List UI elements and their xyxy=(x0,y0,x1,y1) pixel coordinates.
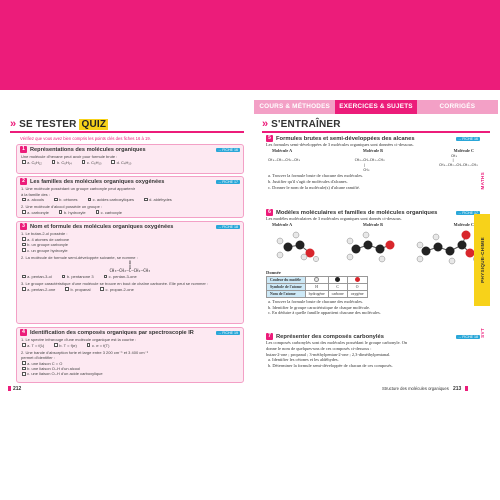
tab-exercices[interactable]: EXERCICES & SUJETS xyxy=(335,100,416,114)
checkbox[interactable] xyxy=(22,275,26,279)
fiche-ref[interactable]: → FICHE 16 xyxy=(217,147,238,152)
checkbox[interactable] xyxy=(144,198,148,202)
page-number-left: 212 xyxy=(8,386,21,392)
option[interactable]: a. T = f(λ) xyxy=(22,343,44,348)
checkbox[interactable] xyxy=(96,210,100,214)
chevron-right-icon: » xyxy=(262,118,269,130)
exercise-title: Formules brutes et semi-développées des alcanes xyxy=(276,135,415,142)
checkbox[interactable] xyxy=(22,243,26,247)
tab-cours[interactable]: COURS & MÉTHODES xyxy=(254,100,335,114)
checkbox[interactable] xyxy=(52,160,56,164)
question-text: 2. Une bande d'absorption forte et large entre 3 200 cm⁻¹ et 3 400 cm⁻¹ xyxy=(21,349,149,355)
option[interactable]: b. propanal xyxy=(65,287,90,292)
checkbox[interactable] xyxy=(54,343,58,347)
side-tab-maths[interactable]: MATHS xyxy=(479,172,485,190)
exercise-number: 6 xyxy=(266,209,273,216)
model-a xyxy=(277,232,319,262)
skeletal-formulas xyxy=(266,153,480,173)
section-title-highlight: QUIZ xyxy=(81,118,107,130)
question-number: 4 xyxy=(20,329,27,336)
side-tab-svt[interactable]: SVT xyxy=(479,328,485,338)
semi-developed-formula: O ‖ CH₃—CH₂—C—CH₂—CH₃ xyxy=(109,260,151,274)
option[interactable]: c. acides carboxyliques xyxy=(88,197,134,202)
section-title: S'ENTRAÎNER xyxy=(271,118,341,130)
fiche-ref[interactable]: → FICHE 18 xyxy=(457,334,478,339)
checkbox[interactable] xyxy=(82,160,86,164)
exercise-intro: Les formules semi-développées de 3 molécules organiques sont données ci-dessous. xyxy=(266,142,414,147)
white-ball-icon xyxy=(314,277,319,282)
question-text: 2. Une molécule d'alcool possède un groupe : xyxy=(21,204,103,210)
data-title: Donnée xyxy=(266,269,281,275)
option[interactable]: a. alcools xyxy=(22,197,44,202)
checkbox[interactable] xyxy=(62,275,66,279)
option[interactable]: c. carboxyle xyxy=(96,210,122,215)
fiche-ref[interactable]: → FICHE 16 xyxy=(457,136,478,141)
exercise-title: Représenter des composés carbonylés xyxy=(276,333,384,340)
exercise-number: 7 xyxy=(266,333,273,340)
question-title: Identification des composés organiques par spectroscopie IR xyxy=(30,329,194,336)
option[interactable]: b. hydroxyle xyxy=(59,210,86,215)
quiz-question-3 xyxy=(16,221,244,324)
exercise-6 xyxy=(266,209,480,316)
checkbox[interactable] xyxy=(100,287,104,291)
question-text: à la famille des : xyxy=(21,191,50,197)
exercise-intro: butan-2-one ; propanal ; 3-méthylpentan-2-one ; 2,3-diméthylpentanal. xyxy=(266,351,391,357)
option[interactable]: c. pentan-3-one xyxy=(104,274,137,279)
option[interactable]: c. une liaison O–H d'un acide carboxylique xyxy=(22,371,238,376)
option[interactable]: a. pentan-3-ol xyxy=(22,274,52,279)
exercise-number: 5 xyxy=(266,135,273,142)
option[interactable]: b. cétones xyxy=(54,197,78,202)
page-footer-right xyxy=(382,386,468,392)
molecule-labels: Molécule A Molécule B Molécule C xyxy=(272,147,474,153)
fiche-ref[interactable]: → FICHE 19 xyxy=(217,330,238,335)
row-label: Symbole de l'atome xyxy=(267,283,306,290)
question-text: permet d'identifier : xyxy=(21,355,55,361)
exercise-items: a. Identifier les cétones et les aldéhydes. b. Déterminer la formule semi-développée de chacun de ces composés. xyxy=(268,357,393,369)
tab-corriges[interactable]: CORRIGÉS xyxy=(417,100,498,114)
atom-key-table: Couleur du modèle Symbole de l'atome H C O Nom de l'atome hydrogène carbone oxygène xyxy=(266,276,368,298)
option[interactable]: d. C₄H₁₀ xyxy=(111,160,131,165)
checkbox[interactable] xyxy=(104,275,108,279)
question-title: Nom et formule des molécules organiques oxygénées xyxy=(30,223,174,230)
exercise-items: a. Trouver la formule brute de chacune des molécules. b. Identifier le groupe caractéristique de chaque molécule. c. En déduire à quelle famille appartient chacune des molécules. xyxy=(268,298,381,316)
checkbox[interactable] xyxy=(22,160,26,164)
exercise-intro: Les composés carbonylés sont des molécules possédant le groupe carbonyle. On xyxy=(266,340,408,345)
row-label: Nom de l'atome xyxy=(267,290,306,297)
exercise-intro: Les modèles moléculaires de 3 molécules organiques sont donnés ci-dessous. xyxy=(266,216,402,221)
option[interactable]: b. un groupe carbonyle xyxy=(22,242,238,247)
question-text: 1. Le butan-2-ol possède : xyxy=(21,231,68,236)
question-title: Les familles des molécules organiques oxygénées xyxy=(30,178,165,185)
molecular-models-svg xyxy=(266,227,480,269)
top-band xyxy=(0,0,500,90)
quiz-heading xyxy=(10,117,244,133)
checkbox[interactable] xyxy=(22,372,26,376)
question-number: 3 xyxy=(20,223,27,230)
side-tab-physique-chimie[interactable]: PHYSIQUE-CHIMIE xyxy=(474,214,490,306)
exercise-title: Modèles moléculaires et familles de molécules organiques xyxy=(276,209,438,216)
footer-text: Structure des molécules organiques xyxy=(382,386,449,391)
checkbox[interactable] xyxy=(22,361,26,365)
option[interactable]: b. pentanone 3 xyxy=(62,274,94,279)
question-title: Représentations des molécules organiques xyxy=(30,146,146,153)
molecular-models xyxy=(266,227,480,269)
option[interactable]: c. propan-2-one xyxy=(100,287,133,292)
option[interactable]: b. une liaison O–H d'un alcool xyxy=(22,366,238,371)
option[interactable]: c. σ = f(T) xyxy=(87,343,110,348)
checkbox[interactable] xyxy=(22,343,26,347)
checkbox[interactable] xyxy=(22,287,26,291)
question-number: 1 xyxy=(20,146,27,153)
question-text: 1. Le spectre infrarouge d'une molécule organique est la courbe : xyxy=(21,337,137,342)
question-number: 2 xyxy=(20,178,27,185)
row-label: Couleur du modèle xyxy=(267,276,306,283)
red-ball-icon xyxy=(355,277,360,282)
black-ball-icon xyxy=(335,277,340,282)
exercise-intro: donne le nom de quelques-uns de ces composés ci-dessous : xyxy=(266,345,372,351)
exercise-7 xyxy=(266,333,480,369)
checkbox[interactable] xyxy=(88,198,92,202)
section-tabs xyxy=(254,100,498,114)
fiche-ref[interactable]: → FICHE 17 xyxy=(457,210,478,215)
verify-note: Vérifiez que vous avez bien compris les points clés des fiches 16 à 19. xyxy=(20,136,151,141)
fiche-ref[interactable]: → FICHE 18 xyxy=(217,224,238,229)
exercise-items: a. Trouver la formule brute de chacune des molécules. b. Justifier qu'il s'agit de molécules d'alcanes. c. Donner le nom de la molécule(s) d'alcane ramifié. xyxy=(268,173,364,190)
model-b xyxy=(347,232,395,262)
model-c xyxy=(417,230,479,264)
quiz-question-1 xyxy=(16,144,244,174)
option[interactable]: a. carbonyle xyxy=(22,210,49,215)
page-number-right: 213 xyxy=(452,386,462,392)
option[interactable]: c. un groupe hydroxyle xyxy=(22,248,238,253)
option[interactable]: b. T = f(σ) xyxy=(54,343,77,348)
option[interactable]: a. une liaison C = O xyxy=(22,361,238,366)
fiche-ref[interactable]: → FICHE 17 xyxy=(217,179,238,184)
exercise-5 xyxy=(266,135,480,191)
quiz-question-4 xyxy=(16,327,244,383)
section-title: SE TESTER xyxy=(19,118,77,130)
checkbox[interactable] xyxy=(111,160,115,164)
checkbox[interactable] xyxy=(22,210,26,214)
option[interactable]: b. C₆H₁₄ xyxy=(52,160,72,165)
checkbox[interactable] xyxy=(22,198,26,202)
checkbox[interactable] xyxy=(22,367,26,371)
formula-c: CH₃ | CH₃—CH₂—CH—CH₂—CH₃ xyxy=(439,153,478,167)
checkbox[interactable] xyxy=(22,237,26,241)
checkbox[interactable] xyxy=(59,210,63,214)
exercise-heading xyxy=(262,117,490,133)
chevron-right-icon: » xyxy=(10,118,17,130)
checkbox[interactable] xyxy=(87,343,91,347)
quiz-question-2 xyxy=(16,176,244,218)
formula-a: CH₃—CH₂—CH₂—CH₃ xyxy=(268,158,301,163)
option[interactable]: c. C₆H₁₀ xyxy=(82,160,102,165)
checkbox[interactable] xyxy=(65,287,69,291)
option[interactable]: a. C₆H₁₂ xyxy=(22,160,42,165)
formula-b: CH₃—CH—CH₂—CH₃ | CH₃ xyxy=(354,158,385,172)
question-text: Une molécule d'hexane peut avoir pour formule brute : xyxy=(21,154,118,159)
option[interactable]: a. 4 atomes de carbone xyxy=(22,237,238,242)
question-text: 1. Une molécule possédant un groupe carbonyle peut appartenir xyxy=(21,186,136,191)
checkbox[interactable] xyxy=(22,248,26,252)
question-text: 3. Le groupe caractéristique d'une molécule se trouve en bout de chaîne carbonée. Elle peut se nommer : xyxy=(21,281,209,287)
checkbox[interactable] xyxy=(54,198,58,202)
option[interactable]: a. pentan-2-one xyxy=(22,287,55,292)
molecule-labels: Molécule A Molécule B Molécule C xyxy=(272,221,474,227)
question-text: 2. La molécule de formule semi-développée suivante, se nomme : xyxy=(21,254,138,260)
option[interactable]: d. aldéhydes xyxy=(144,197,172,202)
